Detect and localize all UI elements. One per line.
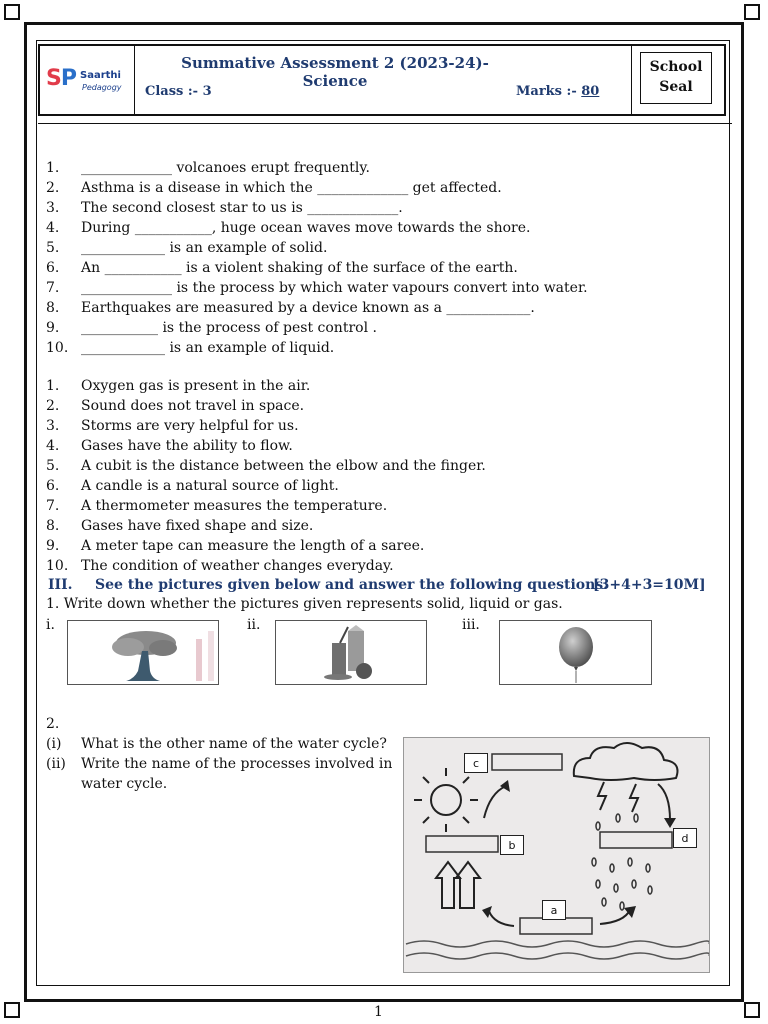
- diagram-tag-d: d: [673, 828, 697, 848]
- balloon-icon: [500, 621, 651, 684]
- fill-blank-item: [46, 158, 370, 178]
- true-false-number: 4.: [46, 438, 60, 454]
- true-false-item: [46, 436, 293, 456]
- true-false-number: 2.: [46, 398, 60, 414]
- true-false-number: 10.: [46, 558, 69, 574]
- fill-blank-item: [46, 318, 377, 338]
- smoke-tree-icon: [68, 621, 218, 684]
- sun-icon: [414, 768, 478, 832]
- true-false-number: 3.: [46, 418, 60, 434]
- water-waves-icon: [406, 941, 709, 959]
- question-3-2-subpart: [46, 754, 392, 774]
- fill-blank-number: 4.: [46, 220, 60, 236]
- class-label: Class :- 3: [145, 84, 212, 99]
- true-false-text: Sound does not travel in space.: [81, 398, 305, 414]
- question-3-2-subpart: [46, 774, 167, 794]
- picture-smoke-tree: [67, 620, 219, 685]
- true-false-number: 7.: [46, 498, 60, 514]
- subpart-number: (i): [46, 736, 62, 752]
- logo-mark: SP: [46, 66, 76, 91]
- fill-blank-item: [46, 198, 403, 218]
- picture-balloon: [499, 620, 652, 685]
- diagram-tag-c: c: [464, 753, 488, 773]
- true-false-item: [46, 496, 387, 516]
- fill-blank-number: 5.: [46, 240, 60, 256]
- true-false-text: Oxygen gas is present in the air.: [81, 378, 311, 394]
- school-seal-box: [640, 52, 712, 104]
- true-false-number: 8.: [46, 518, 60, 534]
- picture-drinks: [275, 620, 427, 685]
- question-3-2-subpart: [46, 734, 387, 754]
- subpart-number: (ii): [46, 756, 66, 772]
- logo: [40, 46, 135, 114]
- true-false-text: Gases have fixed shape and size.: [81, 518, 314, 534]
- true-false-text: A candle is a natural source of light.: [81, 478, 339, 494]
- picture-label-i: i.: [46, 617, 55, 633]
- true-false-item: [46, 476, 339, 496]
- exam-header: [38, 44, 726, 116]
- true-false-item: [46, 376, 310, 396]
- true-false-item: [46, 516, 313, 536]
- fill-blank-item: [46, 298, 535, 318]
- true-false-text: Gases have the ability to flow.: [81, 438, 293, 454]
- fill-blank-item: [46, 218, 530, 238]
- logo-subname: Pedagogy: [82, 83, 122, 92]
- section-3-marks: [3+4+3=10M]: [593, 577, 706, 593]
- fill-blank-number: 2.: [46, 180, 60, 196]
- true-false-text: A cubit is the distance between the elbow and the finger.: [81, 458, 486, 474]
- fill-blank-number: 7.: [46, 280, 60, 296]
- true-false-item: [46, 536, 424, 556]
- logo-name: Saarthi: [80, 70, 121, 81]
- exam-title: Summative Assessment 2 (2023-24)- Science: [181, 54, 489, 90]
- water-cycle-illustration: [404, 738, 709, 972]
- fill-blank-item: [46, 178, 502, 198]
- true-false-text: The condition of weather changes everyday.: [81, 558, 394, 574]
- cloud-icon: [574, 743, 678, 780]
- diagram-tag-a: a: [542, 900, 566, 920]
- fill-blank-text: ___________ is the process of pest control .: [81, 320, 377, 336]
- fill-blank-text: _____________ is the process by which water vapours convert into water.: [81, 280, 588, 296]
- fill-blank-item: [46, 258, 518, 278]
- true-false-item: [46, 416, 299, 436]
- true-false-number: 1.: [46, 378, 60, 394]
- fill-blank-item: [46, 278, 588, 298]
- fill-blank-number: 6.: [46, 260, 60, 276]
- fill-blank-text: The second closest star to us is _____________.: [81, 200, 403, 216]
- fill-blank-number: 9.: [46, 320, 60, 336]
- header-divider: [38, 123, 732, 124]
- fill-blank-text: During ___________, huge ocean waves move towards the shore.: [81, 220, 531, 236]
- fill-blank-number: 8.: [46, 300, 60, 316]
- section-3-heading: [48, 577, 608, 593]
- true-false-text: A meter tape can measure the length of a saree.: [81, 538, 425, 554]
- true-false-item: [46, 396, 304, 416]
- subpart-text: water cycle.: [81, 776, 168, 792]
- true-false-item: [46, 456, 486, 476]
- fill-blank-number: 3.: [46, 200, 60, 216]
- picture-label-ii: ii.: [247, 617, 261, 633]
- fill-blank-text: Asthma is a disease in which the _____________ get affected.: [81, 180, 502, 196]
- marks-value: 80: [581, 84, 600, 99]
- diagram-tag-b: b: [500, 835, 524, 855]
- true-false-item: [46, 556, 394, 576]
- corner-mark-top-left: [4, 4, 20, 20]
- seal-line-2: Seal: [659, 79, 693, 95]
- question-3-2-number: 2.: [46, 716, 60, 732]
- fill-blank-item: [46, 338, 334, 358]
- water-cycle-diagram: [403, 737, 710, 973]
- marks-label-text: Marks :-: [516, 84, 577, 99]
- drinks-icon: [276, 621, 426, 684]
- true-false-text: A thermometer measures the temperature.: [81, 498, 388, 514]
- corner-mark-bottom-right: [744, 1002, 760, 1018]
- fill-blank-text: ____________ is an example of liquid.: [81, 340, 335, 356]
- seal-cell: [631, 46, 724, 114]
- arrow-curve-icon: [484, 786, 506, 818]
- fill-blank-number: 10.: [46, 340, 69, 356]
- true-false-number: 9.: [46, 538, 60, 554]
- fill-blank-text: _____________ volcanoes erupt frequently.: [81, 160, 370, 176]
- corner-mark-top-right: [744, 4, 760, 20]
- subpart-text: What is the other name of the water cycle?: [81, 736, 387, 752]
- subpart-text: Write the name of the processes involved in: [81, 756, 393, 772]
- picture-label-iii: iii.: [462, 617, 480, 633]
- true-false-number: 5.: [46, 458, 60, 474]
- true-false-number: 6.: [46, 478, 60, 494]
- section-3-roman: III.: [48, 577, 73, 593]
- corner-mark-bottom-left: [4, 1002, 20, 1018]
- fill-blank-text: Earthquakes are measured by a device known as a ____________.: [81, 300, 535, 316]
- page-number: 1: [374, 1004, 383, 1020]
- section-3-title: See the pictures given below and answer the following questions.: [95, 577, 609, 593]
- question-3-1: 1. Write down whether the pictures given represents solid, liquid or gas.: [46, 596, 563, 612]
- fill-blank-item: [46, 238, 327, 258]
- seal-line-1: School: [649, 59, 703, 75]
- fill-blank-number: 1.: [46, 160, 60, 176]
- marks-label: [516, 84, 599, 99]
- fill-blank-text: An ___________ is a violent shaking of the surface of the earth.: [81, 260, 518, 276]
- true-false-text: Storms are very helpful for us.: [81, 418, 299, 434]
- fill-blank-text: ____________ is an example of solid.: [81, 240, 328, 256]
